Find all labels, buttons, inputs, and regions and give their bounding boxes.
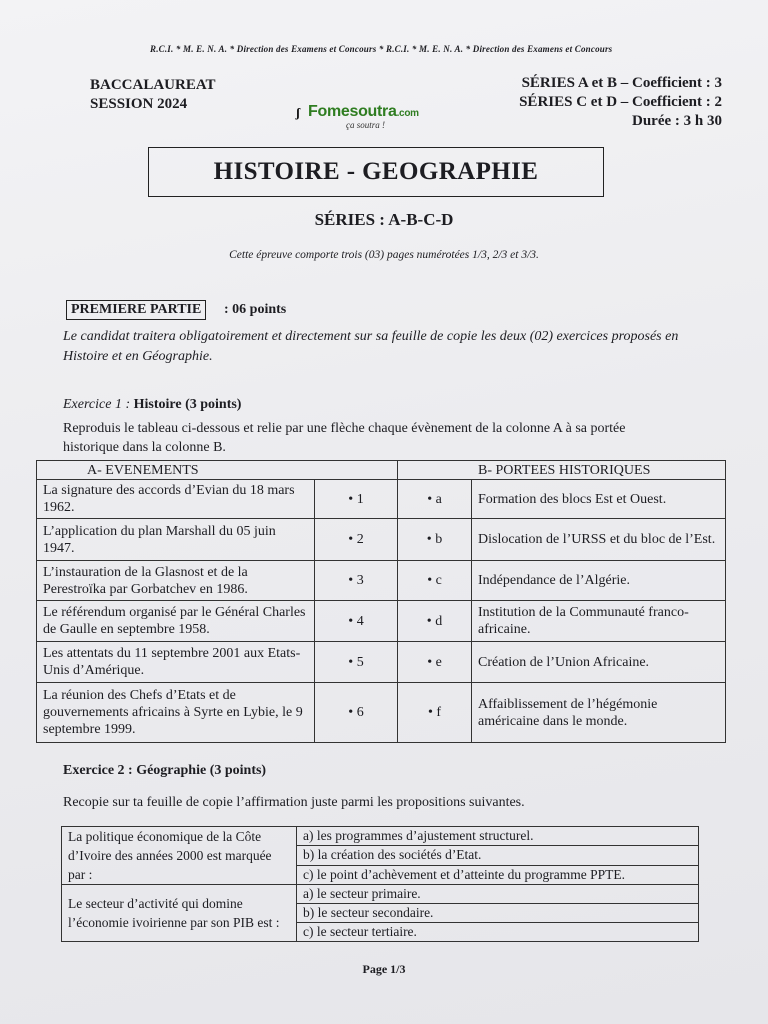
table-row [37,601,726,642]
table-row [37,642,726,683]
event-number: • 3 [315,561,398,601]
event-number: • 5 [315,642,398,683]
event-cell: Les attentats du 11 septembre 2001 aux Etats-Unis d’Amérique. [37,642,315,683]
impact-letter: • b [398,519,472,561]
impact-cell: Affaiblissement de l’hégémonie américaine dans le monde. [472,683,726,743]
table-row [37,480,726,519]
table-row [62,827,699,846]
fomesoutra-logo [296,103,446,133]
impact-letter: • e [398,642,472,683]
option-cell: a) le secteur primaire. [297,885,699,904]
series-ab-coefficient: SÉRIES A et B – Coefficient : 3 [521,75,722,91]
impact-cell: Formation des blocs Est et Ouest. [472,480,726,519]
impact-cell: Institution de la Communauté franco-africaine. [472,601,726,642]
exercise-2-instructions: Recopie sur ta feuille de copie l’affirmation juste parmi les propositions suivantes. [63,795,525,810]
logo-name: Fomesoutra [308,103,397,120]
event-number: • 6 [315,683,398,743]
exam-name: BACCALAUREAT [90,77,216,93]
exercise-1-instructions: Reproduis le tableau ci-dessous et relie par une flèche chaque évènement de la colonne A à sa portée historique dans la colonne B. [63,421,626,455]
impact-letter: • c [398,561,472,601]
coefficients-info [519,74,722,131]
exercise-1-subject: Histoire (3 points) [133,397,242,412]
exam-duration: Durée : 3 h 30 [632,113,722,129]
option-cell: b) le secteur secondaire. [297,904,699,923]
logo-domain: .com [396,108,419,119]
impact-letter: • f [398,683,472,743]
question-cell: Le secteur d’activité qui domine l’économie ivoirienne par son PIB est : [62,885,297,942]
logo-mark-icon: ʃ [296,105,300,120]
event-number: • 1 [315,480,398,519]
impact-cell: Indépendance de l’Algérie. [472,561,726,601]
event-number: • 4 [315,601,398,642]
column-b-header: B- PORTEES HISTORIQUES [398,461,726,480]
event-number: • 2 [315,519,398,561]
impact-letter: • a [398,480,472,519]
geography-choice-table [61,826,699,942]
impact-cell: Création de l’Union Africaine. [472,642,726,683]
event-cell: La signature des accords d’Evian du 18 mars 1962. [37,480,315,519]
series-heading: SÉRIES : A-B-C-D [314,210,454,229]
table-row [37,683,726,743]
option-cell: a) les programmes d’ajustement structurel. [297,827,699,846]
exercise-2-heading: Exercice 2 : Géographie (3 points) [63,763,267,778]
exercise-1-label: Exercice 1 : [63,397,131,412]
impact-letter: • d [398,601,472,642]
table-row [62,885,699,904]
event-cell: Le référendum organisé par le Général Charles de Gaulle en septembre 1958. [37,601,315,642]
exam-info [90,76,216,114]
table-row [37,519,726,561]
series-cd-coefficient: SÉRIES C et D – Coefficient : 2 [519,94,722,110]
option-cell: b) la création des sociétés d’Etat. [297,846,699,865]
event-cell: L’instauration de la Glasnost et de la Perestroïka par Gorbatchev en 1986. [37,561,315,601]
page-number: Page 1/3 [362,962,406,976]
page-count-note: Cette épreuve comporte trois (03) pages numérotées 1/3, 2/3 et 3/3. [229,249,539,261]
part-one-label: PREMIERE PARTIE [66,300,206,320]
table-row [37,561,726,601]
exercise-1-heading [63,397,241,413]
history-matching-table [36,460,726,743]
page-title: HISTOIRE - GEOGRAPHIE [148,147,604,197]
part-one-points: : 06 points [224,302,287,317]
exam-session: SESSION 2024 [90,96,188,112]
option-cell: c) le point d’achèvement et d’atteinte du programme PPTE. [297,865,699,884]
table-header-row [37,461,726,480]
question-cell: La politique économique de la Côte d’Ivoire des années 2000 est marquée par : [62,827,297,885]
option-cell: c) le secteur tertiaire. [297,923,699,942]
event-cell: L’application du plan Marshall du 05 juin 1947. [37,519,315,561]
logo-tagline: ça soutra ! [346,120,385,130]
part-one-instructions: Le candidat traitera obligatoirement et directement sur sa feuille de copie les deux (02) exercices proposés en Histoire et en Géographie. [63,329,679,364]
header-banner: R.C.I. * M. E. N. A. * Direction des Examens et Concours * R.C.I. * M. E. N. A. * Direction des Examens et Concours [150,44,613,54]
impact-cell: Dislocation de l’URSS et du bloc de l’Est. [472,519,726,561]
event-cell: La réunion des Chefs d’Etats et de gouvernements africains à Syrte en Lybie, le 9 septembre 1999. [37,683,315,743]
column-a-header: A- EVENEMENTS [37,461,398,480]
